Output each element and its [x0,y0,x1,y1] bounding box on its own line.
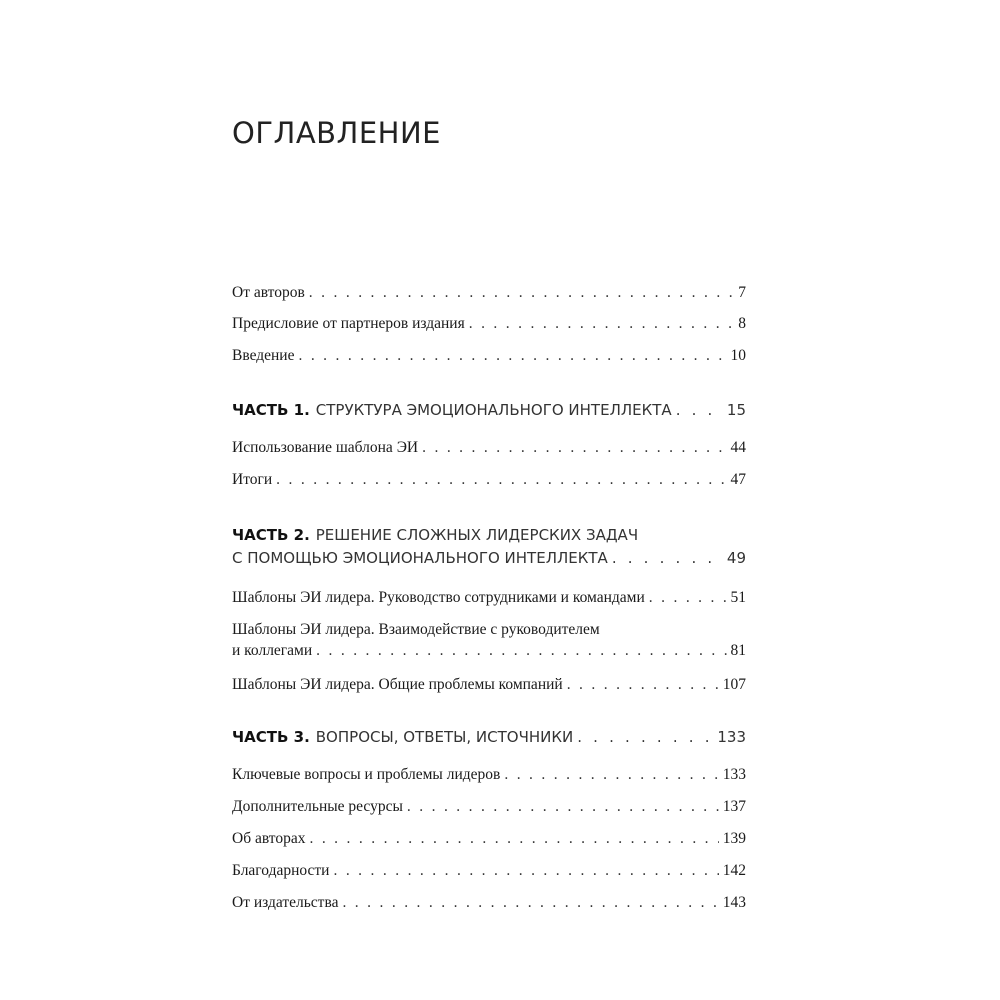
part-number: ЧАСТЬ 3. [232,728,310,746]
dot-leader [333,861,718,881]
part-title: СТРУКТУРА ЭМОЦИОНАЛЬНОГО ИНТЕЛЛЕКТА [315,401,672,419]
toc-entry-label: Итоги [232,471,273,488]
toc-entry-label: От авторов [232,284,305,301]
dot-leader [309,829,718,849]
toc-entry[interactable] [232,861,746,881]
toc-entry[interactable] [232,797,746,817]
toc-page-number: 10 [730,347,746,364]
toc-entry-label: Благодарности [232,862,330,879]
toc-page-number: 133 [717,728,746,746]
dot-leader [316,641,726,661]
part-title: ВОПРОСЫ, ОТВЕТЫ, ИСТОЧНИКИ [315,728,574,746]
toc-page-number: 139 [722,830,746,847]
part-number: ЧАСТЬ 1. [232,401,310,419]
toc-page-number: 7 [738,284,746,301]
toc-page-number: 8 [738,315,746,332]
toc-entry[interactable] [232,346,746,366]
toc-entry-label: Ключевые вопросы и проблемы лидеров [232,766,501,783]
dot-leader [469,314,735,334]
toc-entry[interactable] [232,675,746,695]
dot-leader [342,893,718,913]
toc-entry[interactable] [232,829,746,849]
toc-page-number: 49 [726,549,746,567]
toc-entry-label: Шаблоны ЭИ лидера. Руководство сотрудниками и командами [232,589,645,606]
toc-entry[interactable] [232,893,746,913]
dot-leader [276,470,726,490]
dot-leader [649,588,727,608]
toc-part-1[interactable] [232,400,746,420]
toc-entry-label: От издательства [232,894,339,911]
toc-entry[interactable] [232,283,746,303]
part-number: ЧАСТЬ 2. [232,526,310,544]
dot-leader [567,675,719,695]
dot-leader [309,283,734,303]
toc-entry-label: Об авторах [232,830,306,847]
dot-leader [407,797,719,817]
toc-part-3[interactable] [232,727,746,747]
toc-page-number: 107 [722,676,746,693]
dot-leader [612,548,723,568]
toc-entry-label: и коллегами [232,642,313,659]
toc-page-number: 137 [722,798,746,815]
toc-page-number: 133 [722,766,746,783]
dot-leader [422,438,726,458]
toc-page-number: 143 [722,894,746,911]
toc-entry[interactable] [232,314,746,334]
toc-page-number: 44 [730,439,746,456]
toc-entry-label: Использование шаблона ЭИ [232,439,419,456]
toc-entry[interactable] [232,588,746,608]
dot-leader [577,727,713,747]
toc-page-number: 15 [726,401,746,419]
toc-entry[interactable] [232,470,746,490]
toc-page-number: 81 [730,642,746,659]
toc-entry[interactable] [232,641,746,661]
toc-entry-label: Дополнительные ресурсы [232,798,403,815]
toc-entry-label: Предисловие от партнеров издания [232,315,465,332]
toc-page-number: 47 [730,471,746,488]
toc-page-number: 51 [730,589,746,606]
toc-entry[interactable] [232,438,746,458]
part-title-continued: С ПОМОЩЬЮ ЭМОЦИОНАЛЬНОГО ИНТЕЛЛЕКТА [232,549,608,567]
toc-entry-line1[interactable]: Шаблоны ЭИ лидера. Взаимодействие с руководителем [232,621,600,638]
dot-leader [504,765,718,785]
dot-leader [676,400,723,420]
toc-part-2-line1[interactable] [232,525,638,545]
dot-leader [298,346,726,366]
part-title: РЕШЕНИЕ СЛОЖНЫХ ЛИДЕРСКИХ ЗАДАЧ [315,526,639,544]
page-title: ОГЛАВЛЕНИЕ [232,116,442,150]
toc-entry[interactable] [232,765,746,785]
toc-part-2[interactable] [232,548,746,568]
toc-page-number: 142 [722,862,746,879]
toc-entry-label: Введение [232,347,295,364]
toc-entry-label: Шаблоны ЭИ лидера. Общие проблемы компаний [232,676,563,693]
